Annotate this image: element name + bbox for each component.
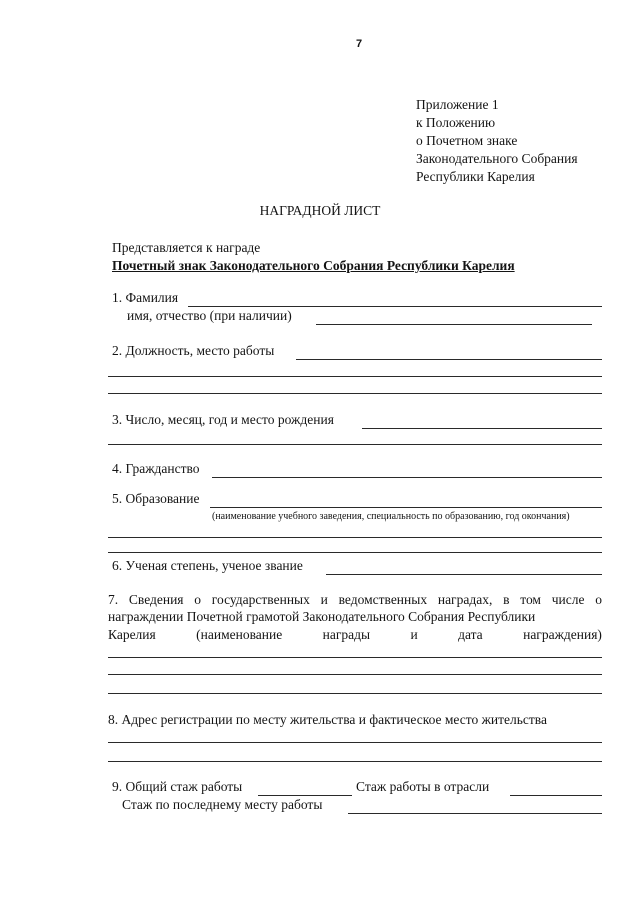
address-label: 8. Адрес регистрации по месту жительства и фактическое место жительства <box>108 712 548 727</box>
last-job-experience-label: Стаж по последнему месту работы <box>122 797 323 812</box>
position-field-line[interactable] <box>108 376 602 377</box>
address-field-line[interactable] <box>108 742 602 743</box>
appendix-header <box>416 96 578 186</box>
industry-experience-label: Стаж работы в отрасли <box>356 779 490 794</box>
page-number: 7 <box>356 38 363 50</box>
awards-word: награды <box>322 627 371 642</box>
total-experience-label: 9. Общий стаж работы <box>112 779 243 794</box>
education-label: 5. Образование <box>112 491 200 506</box>
industry-experience-field[interactable] <box>510 795 602 796</box>
education-field-line[interactable] <box>108 537 602 538</box>
award-name: Почетный знак Законодательного Собрания Республики Карелия <box>112 258 515 273</box>
intro-line: Представляется к награде <box>112 240 261 255</box>
awards-text: 7. Сведения о государственных и ведомственных наградах, в том числе о награждении Почетной грамотой Законодательного Собрания Республики <box>108 592 602 624</box>
awards-word: дата <box>458 627 483 642</box>
education-field-line[interactable] <box>108 552 602 553</box>
education-hint: (наименование учебного заведения, специальность по образованию, год окончания) <box>212 511 570 522</box>
awards-last-line <box>108 627 602 643</box>
appendix-line: к Положению <box>416 115 496 130</box>
appendix-line: Республики Карелия <box>416 169 535 184</box>
awards-field-line[interactable] <box>108 674 602 675</box>
awards-field-line[interactable] <box>108 657 602 658</box>
awards-word: награждения) <box>523 627 602 642</box>
position-field[interactable] <box>296 359 602 360</box>
awards-word: (наименование <box>196 627 283 642</box>
position-label: 2. Должность, место работы <box>112 343 275 358</box>
birth-field-line[interactable] <box>108 444 602 445</box>
document-title: НАГРАДНОЙ ЛИСТ <box>259 203 381 218</box>
appendix-line: о Почетном знаке <box>416 133 518 148</box>
address-field-line[interactable] <box>108 761 602 762</box>
surname-field[interactable] <box>188 306 602 307</box>
citizenship-field[interactable] <box>212 477 602 478</box>
awards-field-line[interactable] <box>108 693 602 694</box>
last-job-experience-field[interactable] <box>348 813 602 814</box>
citizenship-label: 4. Гражданство <box>112 461 200 476</box>
appendix-line: Законодательного Собрания <box>416 151 578 166</box>
awards-word: и <box>410 627 418 642</box>
surname-label: 1. Фамилия <box>112 290 179 305</box>
appendix-line: Приложение 1 <box>416 97 499 112</box>
education-field[interactable] <box>210 507 602 508</box>
degree-label: 6. Ученая степень, ученое звание <box>112 558 303 573</box>
birth-label: 3. Число, месяц, год и место рождения <box>112 412 334 427</box>
degree-field[interactable] <box>326 574 602 575</box>
name-patronymic-label: имя, отчество (при наличии) <box>127 308 292 323</box>
position-field-line[interactable] <box>108 393 602 394</box>
total-experience-field[interactable] <box>258 795 352 796</box>
awards-word: Карелия <box>108 627 156 642</box>
birth-field[interactable] <box>362 428 602 429</box>
name-patronymic-field[interactable] <box>316 324 592 325</box>
